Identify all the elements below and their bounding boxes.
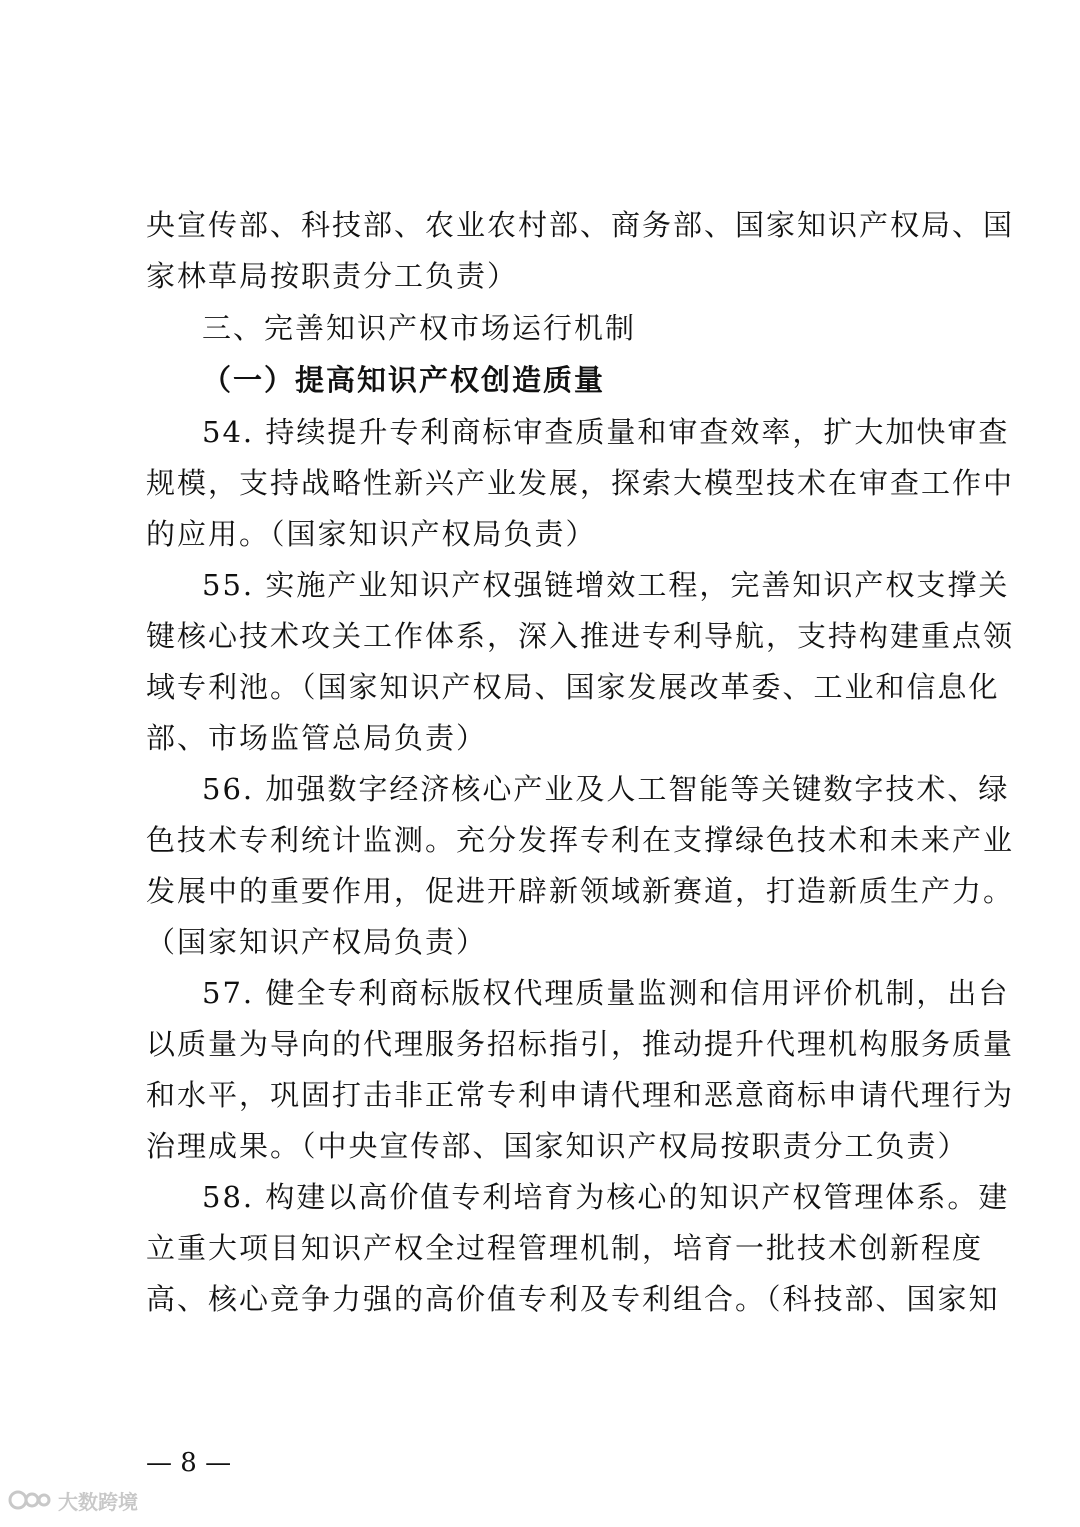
paragraph-line: 56. 加强数字经济核心产业及人工智能等关键数字技术、绿 <box>202 772 1010 806</box>
paragraph-line: 色技术专利统计监测。充分发挥专利在支撑绿色技术和未来产业 <box>146 823 1015 857</box>
paragraph-line: 以质量为导向的代理服务招标指引，推动提升代理机构服务质量 <box>146 1027 1015 1061</box>
paragraph-line: 发展中的重要作用，促进开辟新领域新赛道，打造新质生产力。 <box>146 874 1015 908</box>
section-heading: 三、完善知识产权市场运行机制 <box>202 311 637 345</box>
paragraph-line: 的应用。（国家知识产权局负责） <box>146 517 597 551</box>
paragraph-line: 54. 持续提升专利商标审查质量和审查效率，扩大加快审查 <box>202 415 1010 449</box>
watermark <box>8 1480 138 1520</box>
paragraph-line: 高、核心竞争力强的高价值专利及专利组合。（科技部、国家知 <box>146 1282 1000 1316</box>
paragraph-line: 键核心技术攻关工作体系，深入推进专利导航，支持构建重点领 <box>146 619 1015 653</box>
paragraph-line: （国家知识产权局负责） <box>146 925 488 959</box>
paragraph-line: 规模，支持战略性新兴产业发展，探索大模型技术在审查工作中 <box>146 466 1015 500</box>
paragraph-line: 治理成果。（中央宣传部、国家知识产权局按职责分工负责） <box>146 1129 969 1163</box>
text-line: 家林草局按职责分工负责） <box>146 259 519 293</box>
text-line: 央宣传部、科技部、农业农村部、商务部、国家知识产权局、国 <box>146 208 1015 242</box>
subsection-heading: （一）提高知识产权创造质量 <box>202 363 606 397</box>
paragraph-line: 55. 实施产业知识产权强链增效工程，完善知识产权支撑关 <box>202 568 1010 602</box>
paragraph-line: 和水平，巩固打击非正常专利申请代理和恶意商标申请代理行为 <box>146 1078 1015 1112</box>
paragraph-line: 57. 健全专利商标版权代理质量监测和信用评价机制，出台 <box>202 976 1010 1010</box>
paragraph-line: 域专利池。（国家知识产权局、国家发展改革委、工业和信息化 <box>146 670 1000 704</box>
paragraph-line: 58. 构建以高价值专利培育为核心的知识产权管理体系。建 <box>202 1180 1010 1214</box>
watermark-logo-icon <box>8 1487 52 1513</box>
paragraph-line: 部、市场监管总局负责） <box>146 721 488 755</box>
watermark-text: 大数跨境 <box>58 1489 138 1514</box>
page-number: — 8 — <box>146 1448 232 1478</box>
paragraph-line: 立重大项目知识产权全过程管理机制，培育一批技术创新程度 <box>146 1231 984 1265</box>
